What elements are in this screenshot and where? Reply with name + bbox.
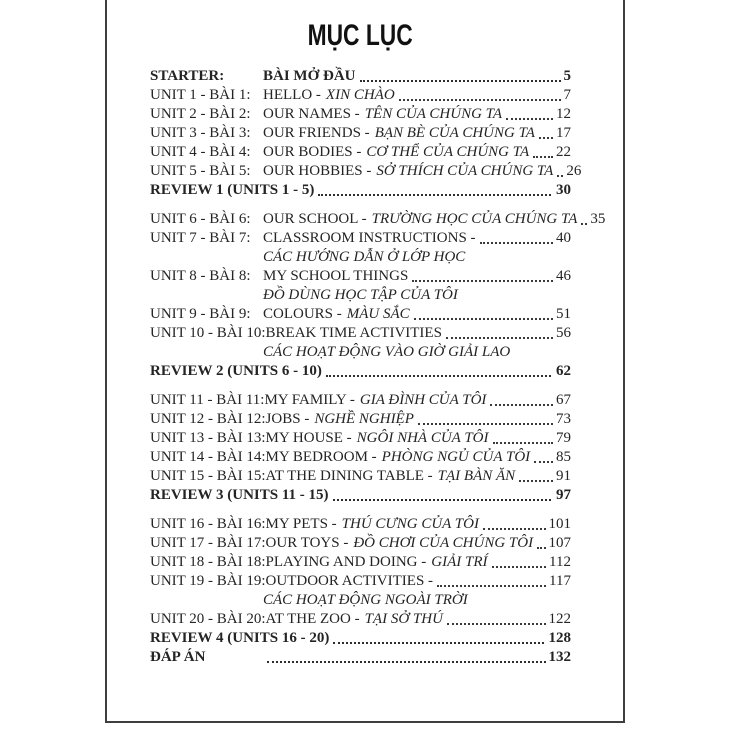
toc-row-title-vi: PHÒNG NGỦ CỦA TÔI	[381, 449, 531, 465]
toc-row-label: UNIT 20 - BÀI 20:	[150, 611, 266, 627]
toc-row-title-en: OUR BODIES -	[263, 144, 362, 160]
toc-row-label: UNIT 14 - BÀI 14:	[150, 449, 266, 465]
toc-row-label: UNIT 11 - BÀI 11:	[150, 392, 265, 408]
toc-row-title-en: MY SCHOOL THINGS	[263, 268, 409, 284]
toc-row	[150, 229, 571, 248]
toc-row-label: UNIT 9 - BÀI 9:	[150, 306, 251, 322]
toc-row-label: UNIT 1 - BÀI 1:	[150, 87, 251, 103]
dotted-leader	[326, 375, 551, 377]
toc-row-page-number: 51	[556, 306, 571, 322]
toc-list	[150, 67, 606, 667]
toc-subline-text: ĐỒ DÙNG HỌC TẬP CỦA TÔI	[263, 287, 458, 303]
toc-row-page-number: 112	[549, 554, 571, 570]
toc-row	[150, 629, 571, 648]
dotted-leader	[267, 661, 546, 663]
dotted-leader	[533, 156, 553, 158]
dotted-leader	[492, 566, 547, 568]
toc-row	[150, 305, 571, 324]
dotted-leader	[557, 175, 563, 177]
toc-row-title-en: OUR HOBBIES -	[263, 163, 372, 179]
toc-row	[150, 391, 571, 410]
book-page	[105, 0, 625, 723]
toc-row-page-number: 22	[556, 144, 571, 160]
toc-row	[150, 467, 571, 486]
toc-row-page-number: 35	[590, 211, 606, 227]
toc-row-title-en: OUTDOOR ACTIVITIES -	[265, 573, 434, 589]
toc-row-page-number: 67	[556, 392, 571, 408]
dotted-leader	[447, 623, 546, 625]
toc-row-title-en: OUR FRIENDS -	[263, 125, 370, 141]
dotted-leader	[483, 528, 546, 530]
toc-row-title-en: MY HOUSE -	[265, 430, 352, 446]
toc-row-page-number: 85	[556, 449, 571, 465]
toc-row-page-number: 117	[549, 573, 571, 589]
toc-row-title-en: HELLO -	[263, 87, 321, 103]
dotted-leader	[418, 423, 553, 425]
toc-row-title-en: MY FAMILY -	[264, 392, 355, 408]
toc-row-title-en: REVIEW 3 (UNITS 11 - 15)	[150, 487, 329, 503]
toc-row-title-en: REVIEW 1 (UNITS 1 - 5)	[150, 182, 315, 198]
toc-subline-text: CÁC HƯỚNG DẪN Ở LỚP HỌC	[263, 249, 466, 265]
toc-row-page-number: 97	[556, 487, 571, 503]
toc-row-page-number: 91	[556, 468, 571, 484]
dotted-leader	[360, 80, 561, 82]
toc-row-title-en: OUR NAMES -	[263, 106, 360, 122]
dotted-leader	[506, 118, 553, 120]
toc-row-title-en: PLAYING AND DOING -	[265, 554, 427, 570]
toc-row-title-vi: NGÔI NHÀ CỦA TÔI	[356, 430, 489, 446]
toc-row	[150, 534, 571, 553]
toc-row-title-en: MY BEDROOM -	[265, 449, 377, 465]
toc-row-title-en: REVIEW 2 (UNITS 6 - 10)	[150, 363, 322, 379]
toc-row	[150, 448, 571, 467]
toc-subline	[150, 248, 571, 267]
toc-row-title-vi: MÀU SẮC	[346, 306, 410, 322]
toc-row	[150, 105, 571, 124]
dotted-leader	[537, 547, 545, 549]
dotted-leader	[412, 280, 553, 282]
dotted-leader	[333, 642, 543, 644]
toc-row-page-number: 122	[548, 611, 571, 627]
toc-subline	[150, 591, 571, 610]
toc-row-label: UNIT 16 - BÀI 16:	[150, 516, 266, 532]
toc-row	[150, 515, 571, 534]
toc-row-title-vi: SỞ THÍCH CỦA CHÚNG TA	[376, 163, 554, 179]
dotted-leader	[333, 499, 552, 501]
toc-row	[150, 429, 571, 448]
toc-row-page-number: 132	[548, 649, 571, 665]
toc-row	[150, 410, 571, 429]
dotted-leader	[519, 480, 553, 482]
toc-row-page-number: 56	[556, 325, 571, 341]
toc-row-label: UNIT 6 - BÀI 6:	[150, 211, 251, 227]
toc-row-title-en: AT THE ZOO -	[265, 611, 360, 627]
toc-subline-text: CÁC HOẠT ĐỘNG VÀO GIỜ GIẢI LAO	[263, 344, 511, 360]
toc-row-title-vi: BẠN BÈ CỦA CHÚNG TA	[374, 125, 535, 141]
toc-row-title-vi: TẠI BÀN ĂN	[437, 468, 516, 484]
toc-row-label: UNIT 18 - BÀI 18:	[150, 554, 266, 570]
toc-row-label: UNIT 2 - BÀI 2:	[150, 106, 251, 122]
toc-row-page-number: 107	[548, 535, 571, 551]
toc-row	[150, 553, 571, 572]
toc-row-label: UNIT 4 - BÀI 4:	[150, 144, 251, 160]
toc-row-title-vi: XIN CHÀO	[325, 87, 395, 103]
dotted-leader	[480, 242, 553, 244]
toc-row-label: UNIT 8 - BÀI 8:	[150, 268, 251, 284]
toc-row-page-number: 73	[556, 411, 571, 427]
dotted-leader	[539, 137, 553, 139]
dotted-leader	[399, 99, 561, 101]
toc-row-page-number: 7	[563, 87, 571, 103]
toc-row	[150, 486, 571, 505]
toc-row-title-en: COLOURS -	[263, 306, 342, 322]
toc-subline	[150, 343, 571, 362]
page-title: MỤC LỤC	[307, 19, 414, 52]
toc-row-label: UNIT 19 - BÀI 19:	[150, 573, 266, 589]
toc-row-title-en: MY PETS -	[265, 516, 337, 532]
toc-row	[150, 324, 571, 343]
toc-row	[150, 267, 571, 286]
toc-row-title-vi: TÊN CỦA CHÚNG TA	[364, 106, 503, 122]
dotted-leader	[446, 337, 553, 339]
toc-row	[150, 572, 571, 591]
toc-row-title-en: BÀI MỞ ĐẦU	[263, 68, 356, 84]
toc-row-title-en: AT THE DINING TABLE -	[265, 468, 433, 484]
toc-row-label: UNIT 3 - BÀI 3:	[150, 125, 251, 141]
toc-row-title-en: JOBS -	[265, 411, 310, 427]
toc-row	[150, 67, 571, 86]
toc-row-title-en: BREAK TIME ACTIVITIES	[265, 325, 442, 341]
toc-row-page-number: 12	[556, 106, 571, 122]
toc-row-title-vi: NGHỀ NGHIỆP	[314, 411, 414, 427]
toc-row-page-number: 101	[548, 516, 571, 532]
toc-row	[150, 143, 571, 162]
toc-row-label: UNIT 13 - BÀI 13:	[150, 430, 266, 446]
toc-row-page-number: 40	[556, 230, 571, 246]
toc-row-page-number: 62	[556, 363, 571, 379]
toc-row-title-vi: THÚ CƯNG CỦA TÔI	[341, 516, 479, 532]
toc-row-title-en: REVIEW 4 (UNITS 16 - 20)	[150, 630, 330, 646]
dotted-leader	[490, 404, 553, 406]
title-wrap	[150, 20, 571, 52]
toc-subline	[150, 286, 571, 305]
toc-row-page-number: 46	[556, 268, 571, 284]
toc-row-label: ĐÁP ÁN	[150, 649, 206, 665]
toc-row	[150, 181, 571, 200]
dotted-leader	[437, 585, 546, 587]
toc-row-page-number: 17	[556, 125, 571, 141]
toc-row	[150, 210, 606, 229]
toc-row-page-number: 30	[556, 182, 571, 198]
toc-row-label: UNIT 7 - BÀI 7:	[150, 230, 251, 246]
toc-row	[150, 610, 571, 629]
toc-row-title-vi: TẠI SỞ THÚ	[364, 611, 443, 627]
toc-row-title-en: CLASSROOM INSTRUCTIONS -	[263, 230, 476, 246]
toc-row-page-number: 128	[548, 630, 571, 646]
toc-row-page-number: 5	[563, 68, 571, 84]
toc-row-title-vi: CƠ THỂ CỦA CHÚNG TA	[366, 144, 530, 160]
dotted-leader	[318, 194, 551, 196]
toc-row	[150, 162, 582, 181]
toc-row-label: UNIT 12 - BÀI 12:	[150, 411, 266, 427]
toc-row-title-en: OUR TOYS -	[265, 535, 349, 551]
toc-row-label: UNIT 5 - BÀI 5:	[150, 163, 251, 179]
toc-row-title-vi: TRƯỜNG HỌC CỦA CHÚNG TA	[371, 211, 578, 227]
toc-row-page-number: 79	[556, 430, 571, 446]
toc-row-title-vi: GIA ĐÌNH CỦA TÔI	[359, 392, 487, 408]
toc-row-title-en: OUR SCHOOL -	[263, 211, 367, 227]
toc-row	[150, 362, 571, 381]
toc-row	[150, 86, 571, 105]
toc-row-page-number: 26	[566, 163, 582, 179]
toc-row-title-vi: GIẢI TRÍ	[431, 554, 488, 570]
toc-row-label: UNIT 15 - BÀI 15:	[150, 468, 266, 484]
toc-row-title-vi: ĐỒ CHƠI CỦA CHÚNG TÔI	[353, 535, 534, 551]
dotted-leader	[534, 461, 553, 463]
dotted-leader	[581, 223, 587, 225]
toc-row	[150, 648, 571, 667]
toc-row-label: UNIT 17 - BÀI 17:	[150, 535, 266, 551]
dotted-leader	[414, 318, 553, 320]
toc-row	[150, 124, 571, 143]
toc-row-label: STARTER:	[150, 68, 225, 84]
toc-subline-text: CÁC HOẠT ĐỘNG NGOÀI TRỜI	[263, 592, 468, 608]
dotted-leader	[493, 442, 554, 444]
toc-row-label: UNIT 10 - BÀI 10:	[150, 325, 266, 341]
